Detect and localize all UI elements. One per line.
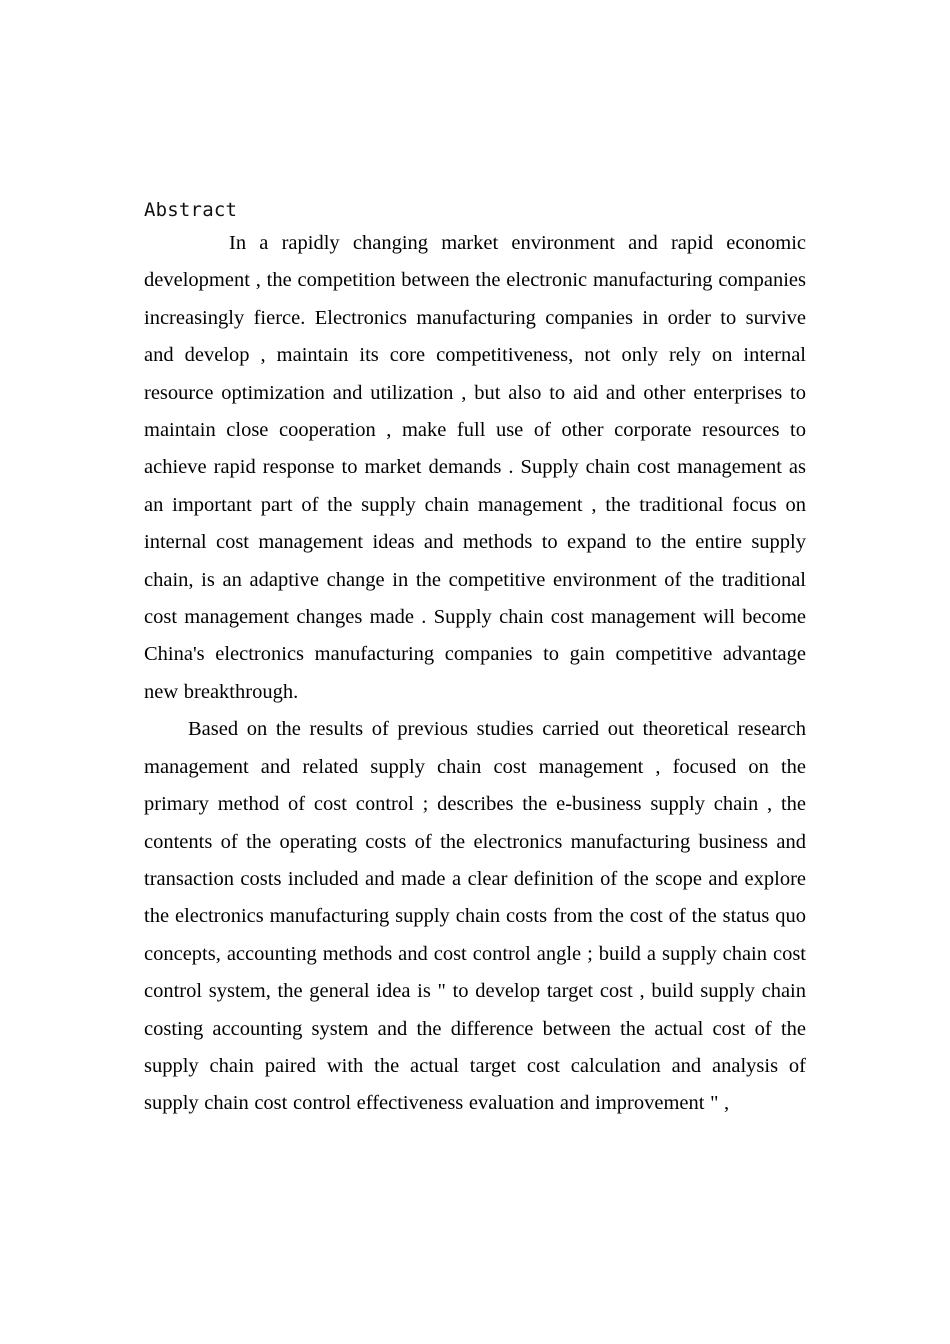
abstract-paragraph-2: Based on the results of previous studies carried out theoretical research management and related supply chain cost management , focused on the primary method of cost control ; describes the e-business supply chain , the contents of the operating costs of the electronics manufacturing business and transaction costs included and made a clear definition of the scope and explore the electronics manufacturing supply chain costs from the cost of the status quo concepts, accounting methods and cost control angle ; build a supply chain cost control system, the general idea is " to develop target cost , build supply chain costing accounting system and the difference between the actual cost of the supply chain paired with the actual target cost calculation and analysis of supply chain cost control effectiveness evaluation and improvement " , bbox=[144, 718, 806, 1115]
abstract-heading: Abstract bbox=[144, 199, 238, 221]
document-body bbox=[144, 196, 806, 1123]
abstract-paragraph-1: In a rapidly changing market environment and rapid economic development , the competition between the electronic manufacturing companies increasingly fierce. Electronics manufacturing companies in order to survive and develop , maintain its core competitiveness, not only rely on internal resource optimization and utilization , but also to aid and other enterprises to maintain close cooperation , make full use of other corporate resources to achieve rapid response to market demands . Supply chain cost management as an important part of the supply chain management , the traditional focus on internal cost management ideas and methods to expand to the entire supply chain, is an adaptive change in the competitive environment of the traditional cost management changes made . Supply chain cost management will become China's electronics manufacturing companies to gain competitive advantage new breakthrough. bbox=[144, 232, 806, 703]
